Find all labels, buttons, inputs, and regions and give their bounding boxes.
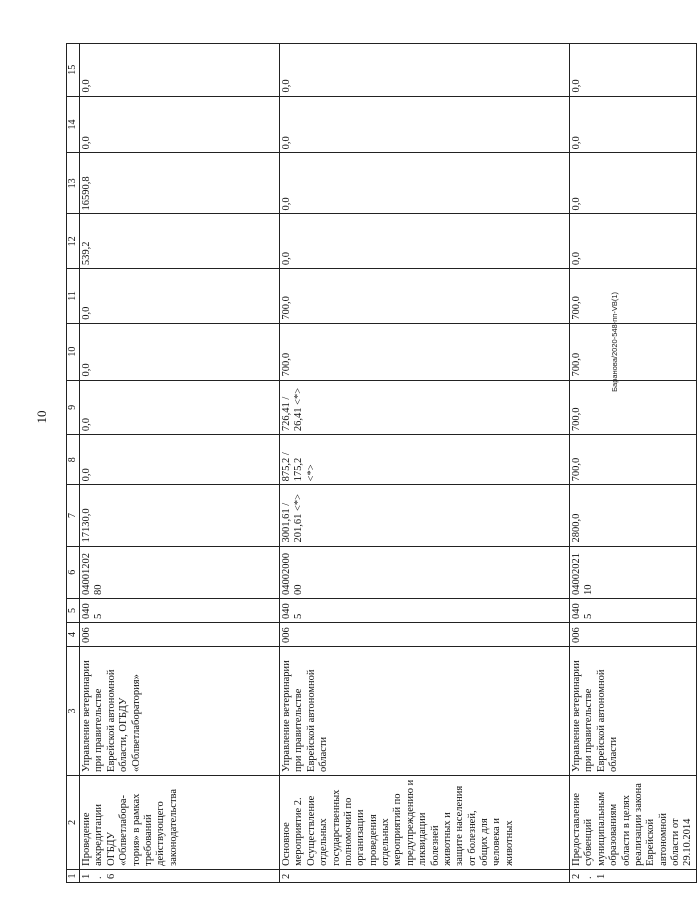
column-header: 6 [67, 546, 80, 598]
grbs-code: 006 [280, 623, 570, 647]
column-header: 14 [67, 96, 80, 153]
column-header: 1 [67, 869, 80, 882]
section-code: 0405 [280, 598, 570, 622]
grbs-code: 006 [570, 623, 697, 647]
row-number: 2 [280, 869, 570, 882]
executor: Управление ветеринарии при правительстве Еврейской автономной области [280, 647, 570, 776]
year-amount: 0,0 [80, 44, 280, 97]
target-article-code: 04002000 00 [280, 546, 570, 598]
activity-name: Проведение аккредитации ОГБДУ «Облветлабора-тория» в рамках требований действующего законодательства [80, 775, 280, 869]
table-row [570, 44, 697, 883]
table-row [280, 44, 570, 883]
year-amount: 0,0 [80, 380, 280, 435]
activity-name: Основное мероприятие 2. Осуществление отдельных государственных полномочий по организации проведения отдельных мероприятий по предупреждению и ликвидации болезней животных и защите населения от болезней, общих для человека и животных [280, 775, 570, 869]
year-amount: 726,41 / 26,41 <*> [280, 380, 570, 435]
target-article-code: 04002021 10 [570, 546, 697, 598]
total-amount: 2800,0 [570, 485, 697, 546]
year-amount: 700,0 [280, 323, 570, 380]
year-amount: 539,2 [80, 214, 280, 269]
year-amount: 700,0 [280, 269, 570, 324]
year-amount: 0,0 [280, 96, 570, 153]
total-amount: 17130,0 [80, 485, 280, 546]
year-amount: 700,0 [570, 269, 697, 324]
row-number: 1.6 [80, 869, 280, 882]
year-amount: 0,0 [80, 269, 280, 324]
year-amount: 0,0 [570, 96, 697, 153]
document-id: Баранова/2020-548-пп-VВ(1) [610, 292, 619, 392]
year-amount: 0,0 [80, 323, 280, 380]
grbs-code: 006 [80, 623, 280, 647]
section-code: 0405 [80, 598, 280, 622]
row-number: 2.1 [570, 869, 697, 882]
year-amount: 0,0 [280, 44, 570, 97]
column-header: 5 [67, 598, 80, 622]
year-amount: 875,2 / 175,2 <*> [280, 435, 570, 485]
section-code: 0405 [570, 598, 697, 622]
year-amount: 700,0 [570, 380, 697, 435]
column-header: 7 [67, 485, 80, 546]
year-amount: 0,0 [280, 153, 570, 214]
year-amount: 0,0 [80, 435, 280, 485]
total-amount: 3001,61 / 201,61 <*> [280, 485, 570, 546]
year-amount: 0,0 [570, 44, 697, 97]
target-article-code: 04001202 80 [80, 546, 280, 598]
column-header: 9 [67, 380, 80, 435]
year-amount: 16590,8 [80, 153, 280, 214]
budget-table [66, 43, 697, 883]
executor: Управление ветеринарии при правительстве Еврейской автономной области [570, 647, 697, 776]
column-header: 2 [67, 775, 80, 869]
page-number: 10 [34, 410, 49, 424]
rotated-table-container [66, 43, 694, 883]
year-amount: 0,0 [570, 153, 697, 214]
activity-name: Предоставление субвенций муниципальным образованиям области в целях реализации закона Еврейской автономной области от 29.10.2014 [570, 775, 697, 869]
year-amount: 0,0 [280, 214, 570, 269]
year-amount: 700,0 [570, 323, 697, 380]
column-header: 12 [67, 214, 80, 269]
column-header: 13 [67, 153, 80, 214]
executor: Управление ветеринарии при правительстве Еврейской автономной области, ОГБДУ «Облветлаборатория» [80, 647, 280, 776]
column-header: 10 [67, 323, 80, 380]
column-header: 4 [67, 623, 80, 647]
column-header: 11 [67, 269, 80, 324]
column-header: 15 [67, 44, 80, 97]
column-header: 8 [67, 435, 80, 485]
column-header: 3 [67, 647, 80, 776]
year-amount: 700,0 [570, 435, 697, 485]
header-row [67, 44, 80, 883]
year-amount: 0,0 [80, 96, 280, 153]
year-amount: 0,0 [570, 214, 697, 269]
table-row [80, 44, 280, 883]
